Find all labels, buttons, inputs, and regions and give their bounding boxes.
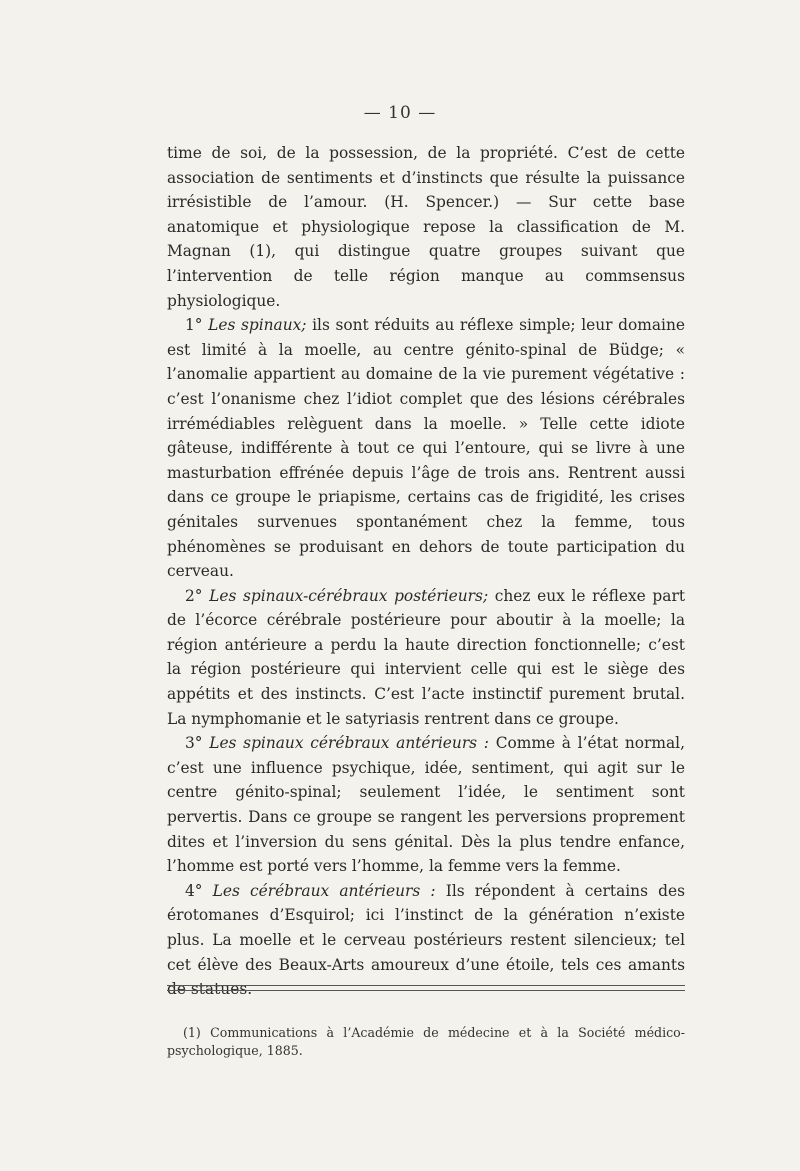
- footnote: [167, 1024, 685, 1060]
- footnote-divider-top: [167, 985, 685, 986]
- body-text: [167, 141, 685, 1002]
- group-3-number: 3°: [185, 734, 210, 753]
- group-2-title: Les spinaux-cérébraux postérieurs;: [209, 586, 489, 605]
- paragraph-intro: time de soi, de la possession, de la propriété. C’est de cette association de sentiments et d’instincts que résulte la puissance irrésistible de l’amour. (H. Spencer.) — Sur cette base anatomique et physiologique repose la classification de M. Magnan (1), qui distingue quatre groupes suivant que l’intervention de telle région manque au commsensus physiologique.: [167, 144, 685, 310]
- group-1-text: ils sont réduits au réflexe simple; leur domaine est limité à la moelle, au centre génito-spinal de Büdge; « l’anomalie appartient au domaine de la vie purement végétative : c’est l’onanisme chez l’idiot complet que des lésions cérébrales irrémédiables relèguent dans la moelle. » Telle cette idiote gâteuse, indifférente à tout ce qui l’entoure, qui se livre à une masturbation effrénée depuis l’âge de trois ans. Rentrent aussi dans ce groupe le priapisme, certains cas de frigidité, les crises génitales survenues spontanément chez la femme, tous phénomènes se produisant en dehors de toute participation du cerveau.: [167, 316, 685, 581]
- paragraph-group-1: [167, 313, 685, 584]
- page-number: — 10 —: [363, 103, 437, 123]
- footnote-divider-bottom: [167, 990, 685, 991]
- group-2-number: 2°: [185, 586, 210, 605]
- footnote-text: (1) Communications à l’Académie de médecine et à la Société médico-psychologique, 1885.: [167, 1025, 685, 1058]
- group-4-text: Ils répondent à certains des érotomanes d’Esquirol; ici l’instinct de la génération n’existe plus. La moelle et le cerveau postérieurs restent silencieux; tel cet élève des Beaux-Arts amoureux d’une étoile, tels ces amants de statues.: [167, 881, 685, 999]
- group-4-title: Les cérébraux antérieurs :: [212, 881, 436, 900]
- group-4-number: 4°: [185, 881, 213, 900]
- paragraph-group-4: [167, 879, 685, 1002]
- paragraph-group-3: [167, 731, 685, 879]
- group-1-title: Les spinaux;: [208, 316, 307, 335]
- group-3-text: Comme à l’état normal, c’est une influence psychique, idée, sentiment, qui agit sur le centre génito-spinal; seulement l’idée, le sentiment sont pervertis. Dans ce groupe se rangent les perversions proprement dites et l’inversion du sens génital. Dès la plus tendre enfance, l’homme est porté vers l’homme, la femme vers la femme.: [167, 734, 685, 876]
- group-1-number: 1°: [185, 316, 209, 335]
- paragraph-group-2: [167, 584, 685, 732]
- group-2-text: chez eux le réflexe part de l’écorce cérébrale postérieure pour aboutir à la moelle; la région antérieure a perdu la haute direction fonctionnelle; c’est la région postérieure qui intervient celle qui est le siège des appétits et des instincts. C’est l’acte instinctif purement brutal. La nymphomanie et le satyriasis rentrent dans ce groupe.: [167, 586, 685, 728]
- group-3-title: Les spinaux cérébraux antérieurs :: [209, 734, 489, 753]
